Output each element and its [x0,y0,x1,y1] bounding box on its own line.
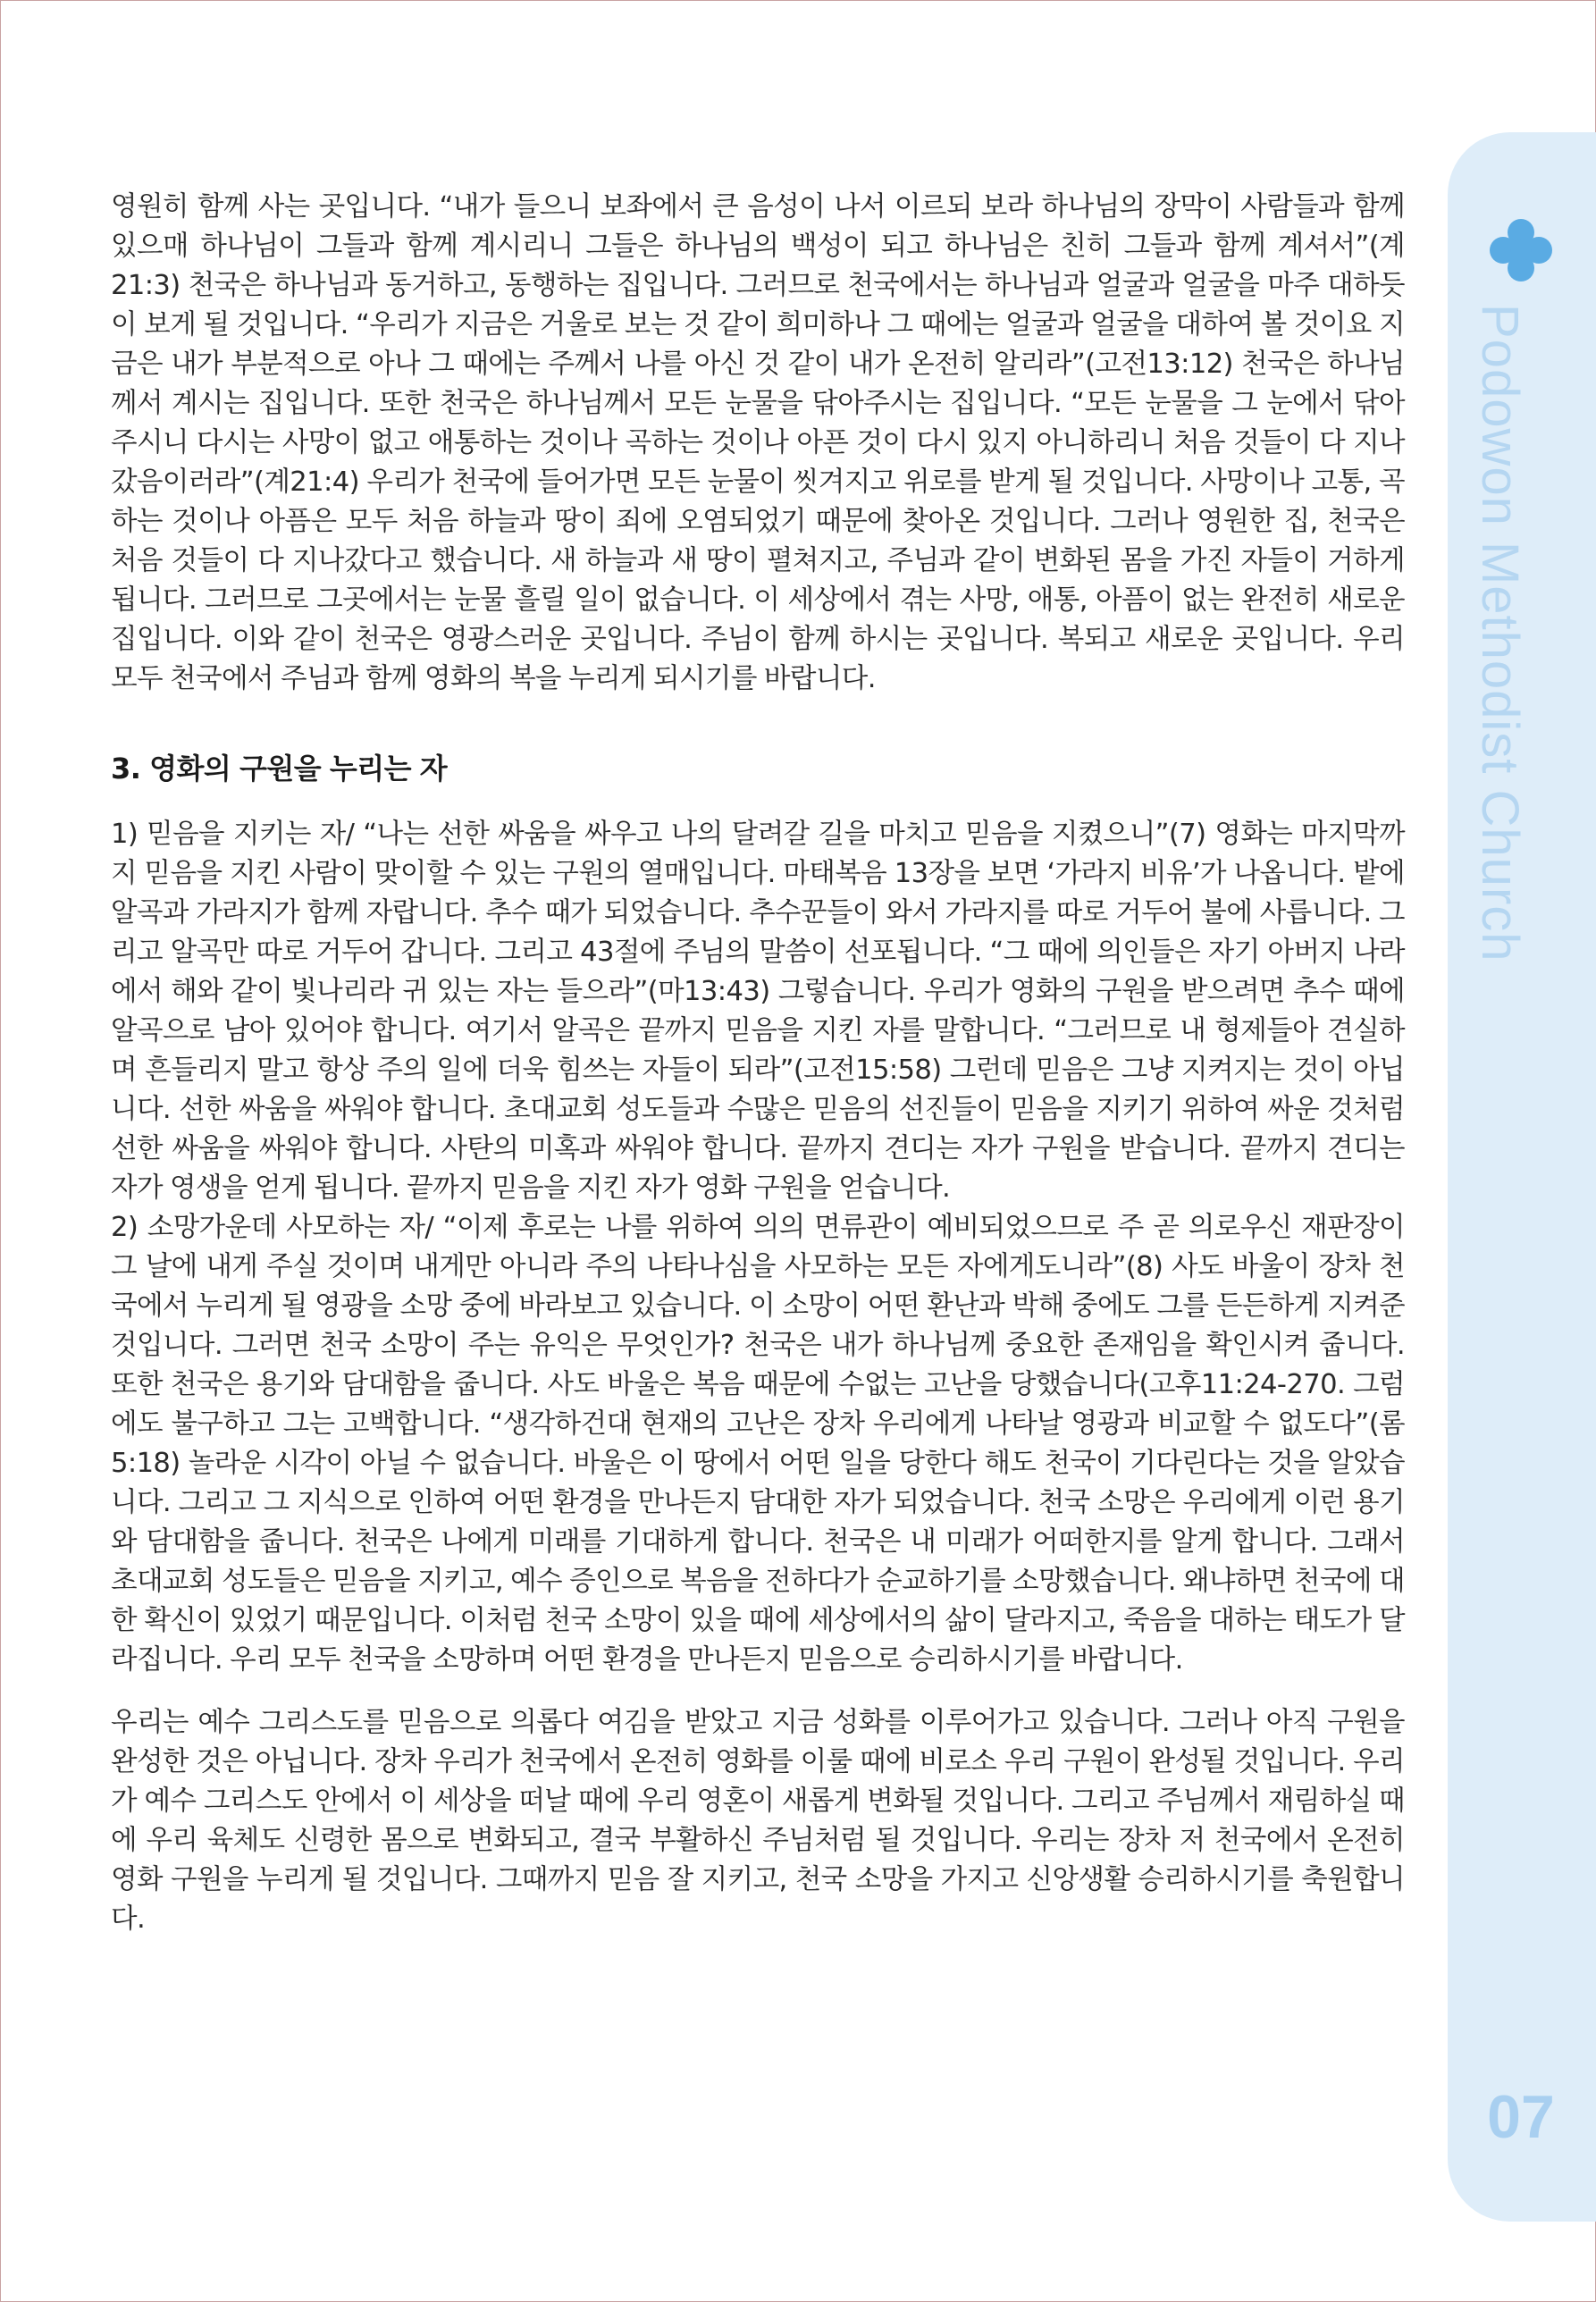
paragraph-1: 영원히 함께 사는 곳입니다. “내가 들으니 보좌에서 큰 음성이 나서 이르되 보라 하나님의 장막이 사람들과 함께 있으매 하나님이 그들과 함께 계시리니 그들은 하나님의 백성이 되고 하나님은 친히 그들과 함께 계셔서”(계21:3) 천국은 하나님과 동거하고, 동행하는 집입니다. 그러므로 천국에서는 하나님과 얼굴과 얼굴을 마주 대하듯이 보게 될 것입니다. “우리가 지금은 거울로 보는 것 같이 희미하나 그 때에는 얼굴과 얼굴을 대하여 볼 것이요 지금은 내가 부분적으로 아나 그 때에는 주께서 나를 아신 것 같이 내가 온전히 알리라”(고전13:12) 천국은 하나님께서 계시는 집입니다. 또한 천국은 하나님께서 모든 눈물을 닦아주시는 집입니다. “모든 눈물을 그 눈에서 닦아 주시니 다시는 사망이 없고 애통하는 것이나 곡하는 것이나 아픈 것이 다시 있지 아니하리니 처음 것들이 다 지나갔음이러라”(계21:4) 우리가 천국에 들어가면 모든 눈물이 씻겨지고 위로를 받게 될 것입니다. 사망이나 고통, 곡하는 것이나 아픔은 모두 처음 하늘과 땅이 죄에 오염되었기 때문에 찾아온 것입니다. 그러나 영원한 집, 천국은 처음 것들이 다 지나갔다고 했습니다. 새 하늘과 새 땅이 펼쳐지고, 주님과 같이 변화된 몸을 가진 자들이 거하게 됩니다. 그러므로 그곳에서는 눈물 흘릴 일이 없습니다. 이 세상에서 겪는 사망, 애통, 아픔이 없는 완전히 새로운 집입니다. 이와 같이 천국은 영광스러운 곳입니다. 주님이 함께 하시는 곳입니다. 복되고 새로운 곳입니다. 우리 모두 천국에서 주님과 함께 영화의 복을 누리게 되시기를 바랍니다. [111,191,1405,694]
side-title: Podowon Methodist Church [1471,304,1529,962]
section-heading: 3. 영화의 구원을 누리는 자 [111,752,448,786]
page-number: 07 [1487,2083,1555,2151]
paragraph-4: 우리는 예수 그리스도를 믿음으로 의롭다 여김을 받았고 지금 성화를 이루어가고 있습니다. 그러나 아직 구원을 완성한 것은 아닙니다. 장차 우리가 천국에서 온전히 영화를 이룰 때에 비로소 우리 구원이 완성될 것입니다. 우리가 예수 그리스도 안에서 이 세상을 떠날 때에 우리 영혼이 새롭게 변화될 것입니다. 그리고 주님께서 재림하실 때에 우리 육체도 신령한 몸으로 변화되고, 결국 부활하신 주님처럼 될 것입니다. 우리는 장차 저 천국에서 온전히 영화 구원을 누리게 될 것입니다. 그때까지 믿음 잘 지키고, 천국 소망을 가지고 신앙생활 승리하시기를 축원합니다. [111,1707,1405,1935]
paragraph-2: 1) 믿음을 지키는 자/ “나는 선한 싸움을 싸우고 나의 달려갈 길을 마치고 믿음을 지켰으니”(7) 영화는 마지막까지 믿음을 지킨 사람이 맞이할 수 있는 구원의 열매입니다. 마태복음 13장을 보면 ‘가라지 비유’가 나옵니다. 밭에 알곡과 가라지가 함께 자랍니다. 추수 때가 되었습니다. 추수꾼들이 와서 가라지를 따로 거두어 불에 사릅니다. 그리고 알곡만 따로 거두어 갑니다. 그리고 43절에 주님의 말씀이 선포됩니다. “그 때에 의인들은 자기 아버지 나라에서 해와 같이 빛나리라 귀 있는 자는 들으라”(마13:43) 그렇습니다. 우리가 영화의 구원을 받으려면 추수 때에 알곡으로 남아 있어야 합니다. 여기서 알곡은 끝까지 믿음을 지킨 자를 말합니다. “그러므로 내 형제들아 견실하며 흔들리지 말고 항상 주의 일에 더욱 힘쓰는 자들이 되라”(고전15:58) 그런데 믿음은 그냥 지켜지는 것이 아닙니다. 선한 싸움을 싸워야 합니다. 초대교회 성도들과 수많은 믿음의 선진들이 믿음을 지키기 위하여 싸운 것처럼 선한 싸움을 싸워야 합니다. 사탄의 미혹과 싸워야 합니다. 끝까지 견디는 자가 구원을 받습니다. 끝까지 견디는 자가 영생을 얻게 됩니다. 끝까지 믿음을 지킨 자가 영화 구원을 얻습니다. [111,819,1405,1204]
paragraph-3: 2) 소망가운데 사모하는 자/ “이제 후로는 나를 위하여 의의 면류관이 예비되었으므로 주 곧 의로우신 재판장이 그 날에 내게 주실 것이며 내게만 아니라 주의 나타나심을 사모하는 모든 자에게도니라”(8) 사도 바울이 장차 천국에서 누리게 될 영광을 소망 중에 바라보고 있습니다. 이 소망이 어떤 환난과 박해 중에도 그를 든든하게 지켜준 것입니다. 그러면 천국 소망이 주는 유익은 무엇인가? 천국은 내가 하나님께 중요한 존재임을 확인시켜 줍니다. 또한 천국은 용기와 담대함을 줍니다. 사도 바울은 복음 때문에 수없는 고난을 당했습니다(고후11:24-270. 그럼에도 불구하고 그는 고백합니다. “생각하건대 현재의 고난은 장차 우리에게 나타날 영광과 비교할 수 없도다”(롬5:18) 놀라운 시각이 아닐 수 없습니다. 바울은 이 땅에서 어떤 일을 당한다 해도 천국이 기다린다는 것을 알았습니다. 그리고 그 지식으로 인하여 어떤 환경을 만나든지 담대한 자가 되었습니다. 천국 소망은 우리에게 이런 용기와 담대함을 줍니다. 천국은 나에게 미래를 기대하게 합니다. 천국은 내 미래가 어떠한지를 알게 합니다. 그래서 초대교회 성도들은 믿음을 지키고, 예수 증인으로 복음을 전하다가 순교하기를 소망했습니다. 왜냐하면 천국에 대한 확신이 있었기 때문입니다. 이처럼 천국 소망이 있을 때에 세상에서의 삶이 달라지고, 죽음을 대하는 태도가 달라집니다. 우리 모두 천국을 소망하며 어떤 환경을 만나든지 믿음으로 승리하시기를 바랍니다. [111,1212,1405,1676]
grape-cluster-icon [1487,216,1555,284]
body-content [111,188,1405,1939]
